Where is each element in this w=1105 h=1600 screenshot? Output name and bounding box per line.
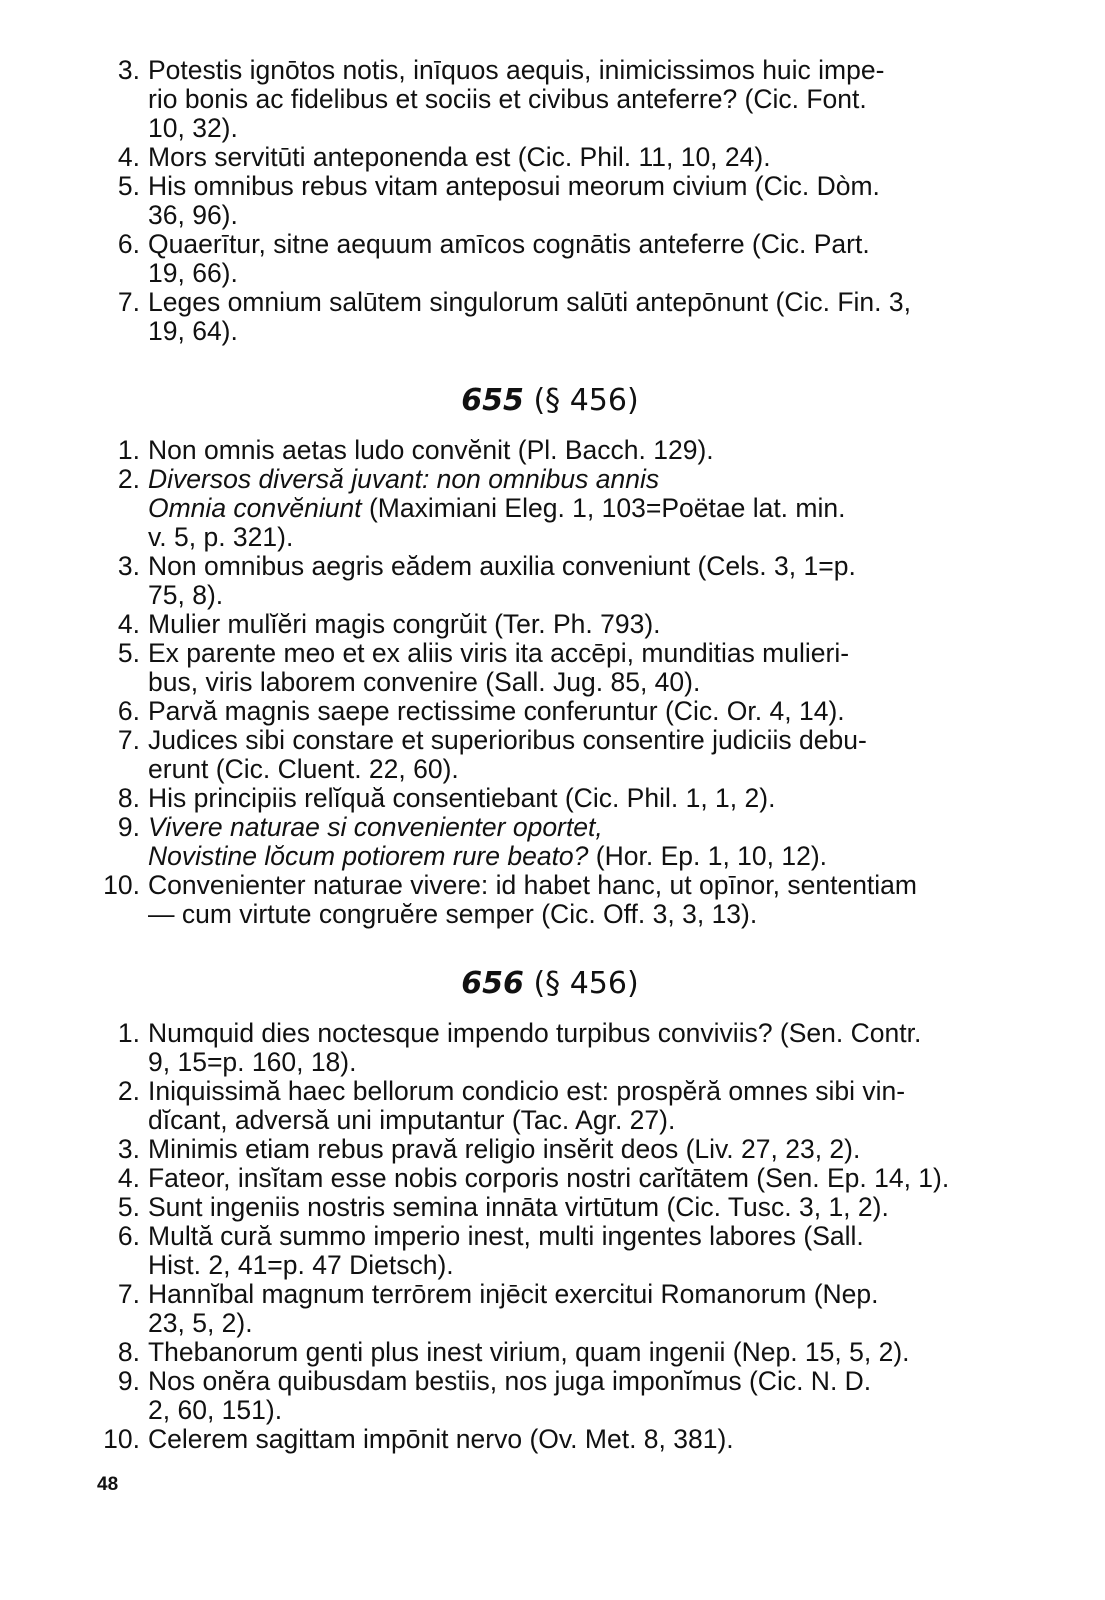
item-text [148, 172, 1000, 230]
item-text [148, 436, 1000, 465]
text-line: 19, 64). [148, 316, 238, 346]
item-text [148, 784, 1000, 813]
item-text [148, 1019, 1000, 1077]
text-line: His principiis relĭquă consentiebant (Cic. Phil. 1, 1, 2). [148, 783, 776, 813]
list-item [100, 1280, 1000, 1338]
item-number: 3. [117, 551, 140, 581]
text-line: 23, 5, 2). [148, 1308, 253, 1338]
list-item [100, 1019, 1000, 1077]
list-item [100, 784, 1000, 813]
item-number: 6. [117, 1221, 140, 1251]
citation: (Hor. Ep. 1, 10, 12). [588, 841, 828, 871]
item-text [148, 726, 1000, 784]
list-item [100, 1193, 1000, 1222]
section-heading-656 [100, 967, 1000, 1001]
item-number: 1. [117, 435, 140, 465]
text-line: v. 5, p. 321). [148, 522, 294, 552]
list-item [100, 288, 1000, 346]
item-number: 7. [117, 287, 140, 317]
list-item [100, 1222, 1000, 1280]
item-number: 9. [117, 1366, 140, 1396]
item-number: 3. [117, 55, 140, 85]
text-line: Nos onĕra quibusdam bestiis, nos juga imponĭmus (Cic. N. D. [148, 1366, 872, 1396]
text-line [148, 842, 1000, 871]
text-line: Judices sibi constare et superioribus consentire judiciis debu- [148, 725, 867, 755]
item-text [148, 552, 1000, 610]
page-number: 48 [97, 1474, 119, 1495]
item-text [148, 1222, 1000, 1280]
text-line: Parvă magnis saepe rectissime conferuntur (Cic. Or. 4, 14). [148, 696, 845, 726]
text-line: Hannĭbal magnum terrōrem injēcit exercitui Romanorum (Nep. [148, 1279, 879, 1309]
text-line: Minimis etiam rebus pravă religio insĕrit deos (Liv. 27, 23, 2). [148, 1134, 861, 1164]
list-item [100, 1164, 1000, 1193]
item-number: 2. [117, 464, 140, 494]
text-line: Sunt ingeniis nostris semina innāta virtūtum (Cic. Tusc. 3, 1, 2). [148, 1192, 889, 1222]
text-line: 10, 32). [148, 113, 238, 143]
list-item [100, 436, 1000, 465]
item-text [148, 639, 1000, 697]
text-line: Mulier mulĭĕri magis congrŭit (Ter. Ph. 793). [148, 609, 661, 639]
item-number: 8. [117, 1337, 140, 1367]
item-number: 2. [117, 1076, 140, 1106]
list-item [100, 697, 1000, 726]
text-line: Fateor, insĭtam esse nobis corporis nostri carĭtātem (Sen. Ep. 14, 1). [148, 1163, 950, 1193]
list-item [100, 552, 1000, 610]
text-line: Non omnibus aegris eădem auxilia conveniunt (Cels. 3, 1=p. [148, 551, 856, 581]
text-line: 2, 60, 151). [148, 1395, 283, 1425]
item-number: 5. [117, 171, 140, 201]
list-item [100, 56, 1000, 143]
item-number: 7. [117, 725, 140, 755]
list-item [100, 726, 1000, 784]
section-655 [100, 436, 1000, 929]
item-number: 5. [117, 638, 140, 668]
text-line: dĭcant, adversă uni imputantur (Tac. Agr. 27). [148, 1105, 676, 1135]
item-number: 10. [103, 870, 140, 900]
section-top [100, 56, 1000, 346]
item-number: 5. [117, 1192, 140, 1222]
item-number: 6. [117, 696, 140, 726]
text-line: 75, 8). [148, 580, 224, 610]
item-text [148, 610, 1000, 639]
list-item [100, 871, 1000, 929]
text-line: Leges omnium salūtem singulorum salūti antepōnunt (Cic. Fin. 3, [148, 287, 911, 317]
text-line [148, 494, 1000, 523]
citation: (Maximiani Eleg. 1, 103=Poëtae lat. min. [361, 493, 846, 523]
item-number: 7. [117, 1279, 140, 1309]
text-line: bus, viris laborem convenire (Sall. Jug. 85, 40). [148, 667, 701, 697]
item-number: 6. [117, 229, 140, 259]
list-item [100, 1338, 1000, 1367]
text-line: rio bonis ac fidelibus et sociis et civibus anteferre? (Cic. Font. [148, 84, 867, 114]
item-text [148, 813, 1000, 871]
item-text [148, 697, 1000, 726]
item-number: 4. [117, 1163, 140, 1193]
item-text [148, 56, 1000, 143]
item-text [148, 1135, 1000, 1164]
item-text [148, 465, 1000, 552]
list-item [100, 1077, 1000, 1135]
text-line: Mors servitūti anteponenda est (Cic. Phil. 11, 10, 24). [148, 142, 771, 172]
text-line: Quaerītur, sitne aequum amīcos cognātis anteferre (Cic. Part. [148, 229, 870, 259]
text-line: Numquid dies noctesque impendo turpibus conviviis? (Sen. Contr. [148, 1018, 922, 1048]
list-item [100, 1367, 1000, 1425]
item-text [148, 143, 1000, 172]
list-item [100, 230, 1000, 288]
text-line: 36, 96). [148, 200, 238, 230]
item-number: 4. [117, 609, 140, 639]
list-item [100, 610, 1000, 639]
item-text [148, 871, 1000, 929]
item-text [148, 1164, 1000, 1193]
text-line: — cum virtute congruĕre semper (Cic. Off. 3, 3, 13). [148, 899, 758, 929]
item-number: 3. [117, 1134, 140, 1164]
section-number: 655 [461, 383, 524, 418]
section-number: 656 [461, 966, 524, 1001]
section-656 [100, 1019, 1000, 1454]
list-item [100, 639, 1000, 697]
item-number: 9. [117, 812, 140, 842]
item-text [148, 288, 1000, 346]
text-line: Multă cură summo imperio inest, multi ingentes labores (Sall. [148, 1221, 864, 1251]
text-line: 9, 15=p. 160, 18). [148, 1047, 357, 1077]
item-number: 1. [117, 1018, 140, 1048]
list-item [100, 143, 1000, 172]
verse-line: Diversos diversă juvant: non omnibus annis [148, 464, 660, 494]
text-line: erunt (Cic. Cluent. 22, 60). [148, 754, 459, 784]
text-line: Celerem sagittam impōnit nervo (Ov. Met. 8, 381). [148, 1424, 734, 1454]
section-reference: (§ 456) [533, 966, 639, 1001]
list-item [100, 813, 1000, 871]
item-number: 10. [103, 1424, 140, 1454]
item-text [148, 1280, 1000, 1338]
text-line: Convenienter naturae vivere: id habet hanc, ut opīnor, sententiam [148, 870, 917, 900]
item-number: 8. [117, 783, 140, 813]
page-content [100, 56, 1000, 1454]
text-line: Hist. 2, 41=p. 47 Dietsch). [148, 1250, 454, 1280]
item-text [148, 1425, 1000, 1454]
section-reference: (§ 456) [533, 383, 639, 418]
text-line: Iniquissimă haec bellorum condicio est: prospĕră omnes sibi vin- [148, 1076, 906, 1106]
list-item [100, 1135, 1000, 1164]
section-heading-655 [100, 384, 1000, 418]
verse-line: Vivere naturae si convenienter oportet, [148, 812, 603, 842]
verse-fragment: Omnia convĕniunt [148, 493, 362, 523]
list-item [100, 172, 1000, 230]
text-line: 19, 66). [148, 258, 238, 288]
item-text [148, 1077, 1000, 1135]
item-text [148, 1367, 1000, 1425]
verse-fragment: Novistine lŏcum potiorem rure beato? [148, 841, 589, 871]
text-line: Potestis ignōtos notis, inīquos aequis, inimicissimos huic impe- [148, 55, 885, 85]
list-item [100, 1425, 1000, 1454]
item-text [148, 1338, 1000, 1367]
text-line: His omnibus rebus vitam anteposui meorum civium (Cic. Dòm. [148, 171, 880, 201]
list-item [100, 465, 1000, 552]
item-text [148, 230, 1000, 288]
text-line: Non omnis aetas ludo convĕnit (Pl. Bacch. 129). [148, 435, 714, 465]
text-line: Thebanorum genti plus inest virium, quam ingenii (Nep. 15, 5, 2). [148, 1337, 910, 1367]
text-line: Ex parente meo et ex aliis viris ita accēpi, munditias mulieri- [148, 638, 850, 668]
item-number: 4. [117, 142, 140, 172]
item-text [148, 1193, 1000, 1222]
